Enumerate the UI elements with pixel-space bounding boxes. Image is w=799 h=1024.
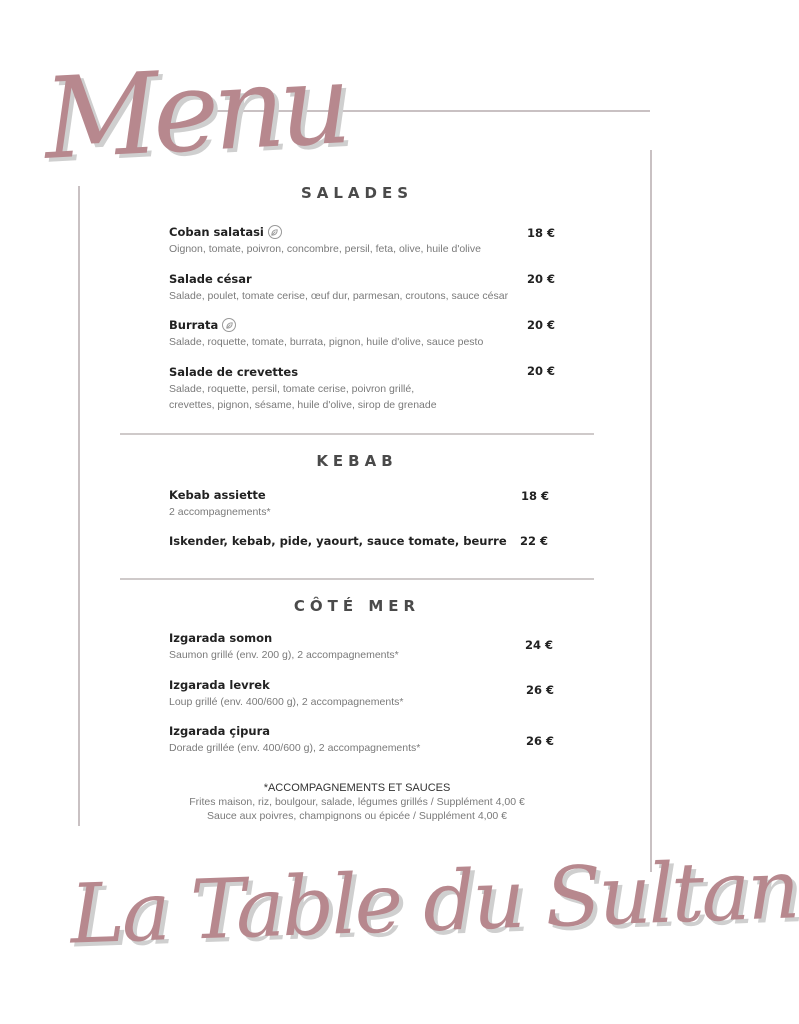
menu-item: [169, 534, 549, 548]
item-price: 20 €: [527, 272, 556, 286]
menu-item: [169, 678, 549, 710]
menu-item: [169, 318, 549, 350]
item-description: 2 accompagnements*: [169, 506, 271, 518]
item-description: Salade, poulet, tomate cerise, œuf dur, parmesan, croutons, sauce césar: [169, 290, 509, 302]
frame-line-right: [650, 150, 652, 872]
item-description-line: crevettes, pignon, sésame, huile d'olive, sirop de grenade: [169, 399, 437, 411]
item-price: 20 €: [527, 318, 556, 332]
menu-item: [169, 365, 549, 413]
item-price: 18 €: [521, 489, 550, 503]
accompaniments-line: Frites maison, riz, boulgour, salade, légumes grillés / Supplément 4,00 €: [189, 796, 525, 808]
item-name: Izgarada çipura: [169, 724, 271, 738]
item-price: 22 €: [520, 534, 549, 548]
item-description: Oignon, tomate, poivron, concombre, persil, feta, olive, huile d'olive: [169, 243, 481, 255]
accompaniments-note: [120, 782, 594, 822]
section-divider: [120, 433, 594, 435]
item-description: Saumon grillé (env. 200 g), 2 accompagnements*: [169, 649, 399, 661]
menu-item: [169, 225, 549, 257]
item-description: Dorade grillée (env. 400/600 g), 2 accompagnements*: [169, 742, 421, 754]
item-price: 24 €: [525, 638, 554, 652]
section-title-cote-mer: CÔTÉ MER: [293, 597, 421, 615]
restaurant-name: La Table du Sultan: [68, 842, 799, 963]
menu-script-title: Menu: [40, 39, 349, 185]
item-price: 20 €: [527, 364, 556, 378]
section-divider: [120, 578, 594, 580]
item-name: Izgarada levrek: [169, 678, 270, 692]
item-name: Kebab assiette: [169, 488, 266, 502]
item-description-line: Salade, roquette, persil, tomate cerise, poivron grillé,: [169, 383, 415, 395]
item-name: Coban salatasi: [169, 225, 264, 239]
menu-item: [169, 488, 549, 520]
frame-line-left: [78, 186, 80, 826]
item-description: Loup grillé (env. 400/600 g), 2 accompagnements*: [169, 696, 404, 708]
menu-item: [169, 272, 549, 304]
menu-item: [169, 631, 549, 663]
item-name: Salade césar: [169, 272, 252, 286]
menu-item: [169, 724, 549, 756]
section-title-kebab: KEBAB: [316, 452, 398, 470]
leaf-icon: [268, 225, 282, 239]
item-price: 26 €: [526, 683, 555, 697]
sauces-line: Sauce aux poivres, champignons ou épicée / Supplément 4,00 €: [206, 810, 508, 822]
item-price: 26 €: [526, 734, 555, 748]
leaf-icon: [222, 318, 236, 332]
item-name: Izgarada somon: [169, 631, 273, 645]
item-name: Iskender, kebab, pide, yaourt, sauce tomate, beurre: [169, 534, 507, 548]
item-description: Salade, roquette, tomate, burrata, pignon, huile d'olive, sauce pesto: [169, 336, 484, 348]
accompaniments-title: *ACCOMPAGNEMENTS ET SAUCES: [263, 782, 451, 794]
item-name: Salade de crevettes: [169, 365, 299, 379]
item-name: Burrata: [169, 318, 219, 332]
item-price: 18 €: [527, 226, 556, 240]
section-title-salades: SALADES: [300, 184, 414, 202]
